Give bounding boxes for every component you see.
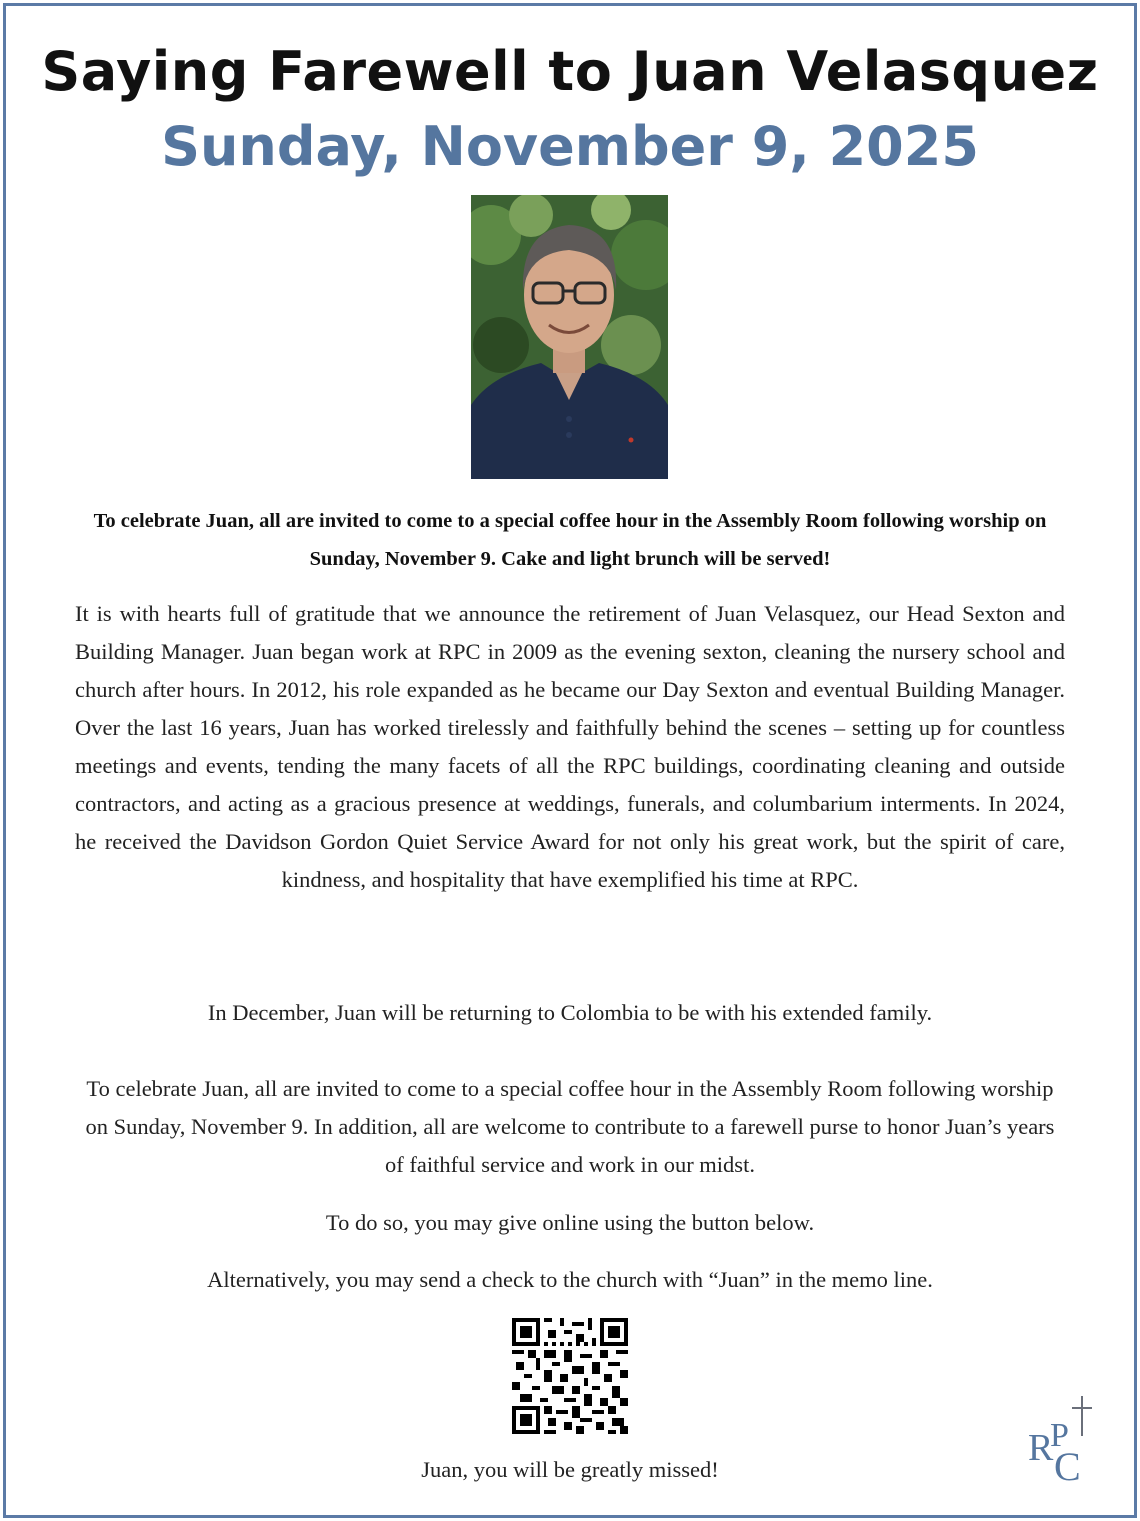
svg-text:P: P (1050, 1417, 1069, 1454)
qr-code-icon[interactable] (512, 1318, 628, 1434)
rpc-cross-logo (1024, 1394, 1104, 1486)
svg-text:R: R (1028, 1427, 1054, 1469)
closing-message: Juan, you will be greatly missed! (421, 1457, 719, 1482)
portrait-photo (471, 195, 668, 479)
give-online-text: To do so, you may give online using the button below. (325, 1210, 815, 1235)
invitation-highlight: To celebrate Juan, all are invited to come to a special coffee hour in the Assembly Room following worship on Sunday, November 9. Cake and light brunch will be served! (93, 510, 1047, 570)
retirement-paragraph: It is with hearts full of gratitude that we announce the retirement of Juan Velasquez, our Head Sexton and Building Manager. Juan began work at RPC in 2009 as the evening sexton, cleaning the nursery school and church after hours. In 2012, his role expanded as he became our Day Sexton and eventual Building Manager. Over the last 16 years, Juan has worked tirelessly and faithfully behind the scenes – setting up for countless meetings and events, tending the many facets of all the RPC buildings, coordinating cleaning and outside contractors, and acting as a gracious presence at weddings, funerals, and columbarium interments. In 2024, he received the Davidson Gordon Quiet Service Award for not only his great work, but the spirit of care, kindness, and hospitality that have exemplified his time at RPC. (75, 601, 1065, 892)
december-paragraph: In December, Juan will be returning to Colombia to be with his extended family. (207, 1000, 933, 1025)
page-title: Saying Farewell to Juan Velasquez (41, 40, 1099, 103)
celebrate-paragraph: To celebrate Juan, all are invited to come to a special coffee hour in the Assembly Room following worship on Sunday, November 9. In addition, all are welcome to contribute to a farewell purse to honor Juan’s years of faithful service and work in our midst. (85, 1076, 1055, 1177)
event-date: Sunday, November 9, 2025 (161, 115, 979, 178)
svg-text:C: C (1054, 1444, 1081, 1486)
check-instructions: Alternatively, you may send a check to the church with “Juan” in the memo line. (207, 1267, 933, 1292)
